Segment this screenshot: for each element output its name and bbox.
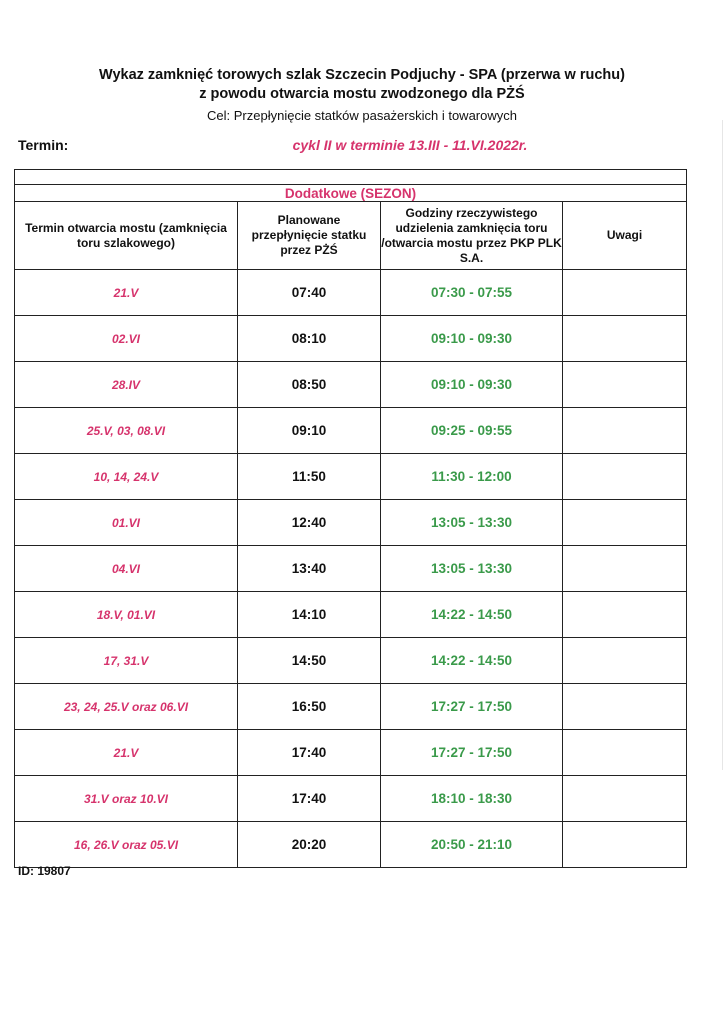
table-row [15,316,687,362]
document-title-line-2: z powodu otwarcia mostu zwodzonego dla PŻŚ [199,86,525,102]
table-row [15,684,687,730]
column-header-opening-date: Termin otwarcia mostu (zamknięcia toru szlakowego) [15,202,238,270]
opening-date-cell: 04.VI [15,546,238,592]
opening-date-cell: 31.V oraz 10.VI [15,776,238,822]
actual-hours-cell: 09:10 - 09:30 [381,362,563,408]
season-row [15,185,687,202]
opening-date-cell: 21.V [15,730,238,776]
notes-cell [563,500,687,546]
column-header-notes: Uwagi [563,202,687,270]
notes-cell [563,546,687,592]
actual-hours-cell: 14:22 - 14:50 [381,592,563,638]
table-header-row [15,202,687,270]
opening-date-cell: 02.VI [15,316,238,362]
document-subtitle: Cel: Przepłynięcie statków pasażerskich i towarowych [207,108,517,123]
planned-time-cell: 13:40 [238,546,381,592]
notes-cell [563,776,687,822]
notes-cell [563,270,687,316]
table-row [15,822,687,868]
table-row [15,776,687,822]
actual-hours-cell: 17:27 - 17:50 [381,684,563,730]
table-top-blank-row [15,170,687,185]
notes-cell [563,316,687,362]
table-row [15,454,687,500]
termin-value: cykl II w terminie 13.III - 11.VI.2022r. [292,137,528,153]
notes-cell [563,822,687,868]
closures-table-body [15,170,687,868]
opening-date-cell: 17, 31.V [15,638,238,684]
season-label: Dodatkowe (SEZON) [15,185,687,202]
table-row [15,500,687,546]
opening-date-cell: 01.VI [15,500,238,546]
planned-time-cell: 14:50 [238,638,381,684]
termin-label: Termin: [18,137,69,153]
opening-date-cell: 21.V [15,270,238,316]
scan-edge-line [722,120,723,770]
blank-cell [15,170,687,185]
notes-cell [563,638,687,684]
planned-time-cell: 20:20 [238,822,381,868]
planned-time-cell: 11:50 [238,454,381,500]
table-row [15,270,687,316]
planned-time-cell: 09:10 [238,408,381,454]
table-row [15,592,687,638]
opening-date-cell: 28.IV [15,362,238,408]
notes-cell [563,454,687,500]
actual-hours-cell: 14:22 - 14:50 [381,638,563,684]
table-row [15,638,687,684]
opening-date-cell: 16, 26.V oraz 05.VI [15,822,238,868]
planned-time-cell: 14:10 [238,592,381,638]
actual-hours-cell: 20:50 - 21:10 [381,822,563,868]
planned-time-cell: 16:50 [238,684,381,730]
opening-date-cell: 23, 24, 25.V oraz 06.VI [15,684,238,730]
table-row [15,362,687,408]
column-header-planned-passage: Planowane przepłynięcie statku przez PŻŚ [238,202,381,270]
actual-hours-cell: 18:10 - 18:30 [381,776,563,822]
table-row [15,730,687,776]
planned-time-cell: 07:40 [238,270,381,316]
notes-cell [563,408,687,454]
planned-time-cell: 08:50 [238,362,381,408]
document-id: ID: 19807 [18,864,71,878]
planned-time-cell: 08:10 [238,316,381,362]
actual-hours-cell: 09:10 - 09:30 [381,316,563,362]
actual-hours-cell: 07:30 - 07:55 [381,270,563,316]
opening-date-cell: 18.V, 01.VI [15,592,238,638]
actual-hours-cell: 09:25 - 09:55 [381,408,563,454]
notes-cell [563,592,687,638]
closures-table [14,169,687,868]
actual-hours-cell: 11:30 - 12:00 [381,454,563,500]
planned-time-cell: 17:40 [238,776,381,822]
table-row [15,546,687,592]
opening-date-cell: 25.V, 03, 08.VI [15,408,238,454]
planned-time-cell: 12:40 [238,500,381,546]
actual-hours-cell: 13:05 - 13:30 [381,500,563,546]
actual-hours-cell: 17:27 - 17:50 [381,730,563,776]
document-title-line-1: Wykaz zamknięć torowych szlak Szczecin Podjuchy - SPA (przerwa w ruchu) [99,67,625,83]
notes-cell [563,684,687,730]
notes-cell [563,730,687,776]
opening-date-cell: 10, 14, 24.V [15,454,238,500]
column-header-actual-hours: Godziny rzeczywistego udzielenia zamknięcia toru /otwarcia mostu przez PKP PLK S.A. [381,202,563,270]
notes-cell [563,362,687,408]
planned-time-cell: 17:40 [238,730,381,776]
actual-hours-cell: 13:05 - 13:30 [381,546,563,592]
table-row [15,408,687,454]
